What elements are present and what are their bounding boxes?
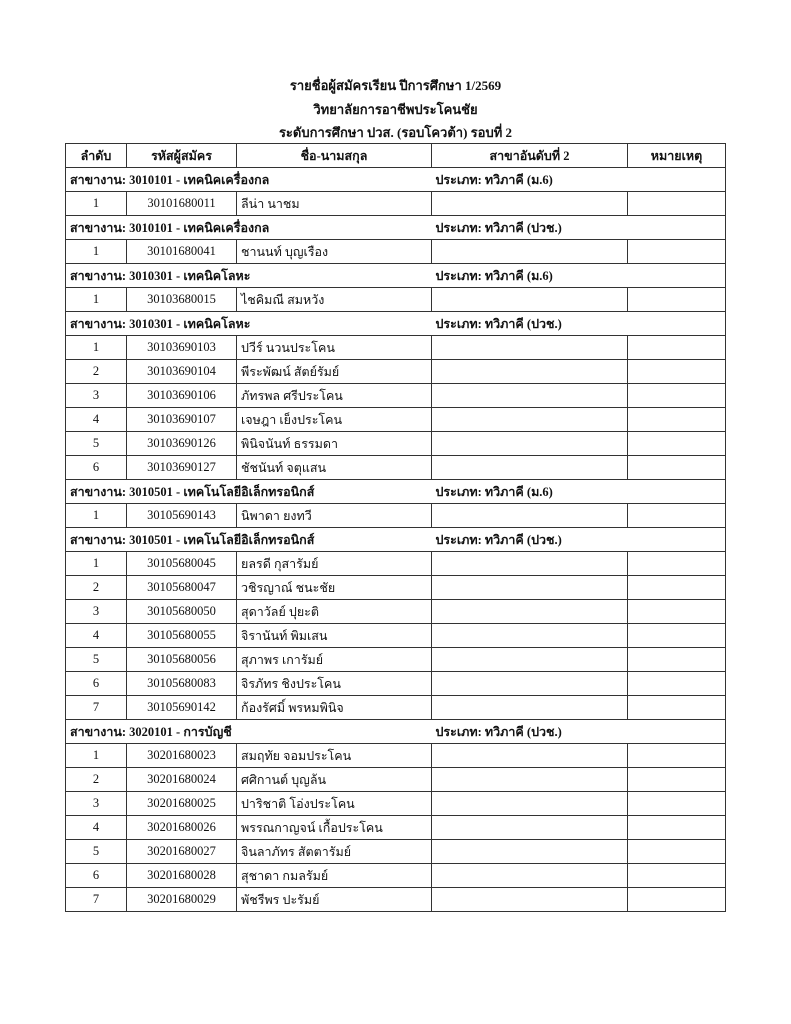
cell-second-choice (432, 456, 628, 480)
table-row (66, 504, 726, 528)
cell-no: 7 (66, 888, 127, 912)
type-label: ประเภท: ทวิภาคี (ม.6) (432, 264, 726, 288)
cell-no: 1 (66, 288, 127, 312)
table-row (66, 672, 726, 696)
cell-note (628, 624, 726, 648)
cell-note (628, 552, 726, 576)
cell-full-name: ชัชนันท์ จตุแสน (237, 456, 432, 480)
type-label: ประเภท: ทวิภาคี (ม.6) (432, 480, 726, 504)
cell-second-choice (432, 624, 628, 648)
table-row (66, 744, 726, 768)
table-row (66, 192, 726, 216)
cell-note (628, 840, 726, 864)
cell-note (628, 288, 726, 312)
group-header-row (66, 528, 726, 552)
table-row (66, 552, 726, 576)
cell-full-name: พรรณกาญจน์ เกื้อประโคน (237, 816, 432, 840)
group-header-row (66, 168, 726, 192)
cell-no: 1 (66, 744, 127, 768)
table-row (66, 840, 726, 864)
cell-full-name: ก้องรัศมิ์ พรหมพินิจ (237, 696, 432, 720)
cell-second-choice (432, 792, 628, 816)
cell-full-name: จิรานันท์ พิมเสน (237, 624, 432, 648)
type-label: ประเภท: ทวิภาคี (ปวช.) (432, 720, 726, 744)
cell-note (628, 192, 726, 216)
table-row (66, 576, 726, 600)
branch-label: สาขางาน: 3010301 - เทคนิคโลหะ (66, 264, 432, 288)
cell-applicant-id: 30201680028 (127, 864, 237, 888)
cell-note (628, 768, 726, 792)
cell-second-choice (432, 816, 628, 840)
table-row (66, 384, 726, 408)
cell-second-choice (432, 192, 628, 216)
cell-full-name: พีระพัฒน์ สัตย์รัมย์ (237, 360, 432, 384)
branch-label: สาขางาน: 3010101 - เทคนิคเครื่องกล (66, 168, 432, 192)
cell-applicant-id: 30105690143 (127, 504, 237, 528)
cell-applicant-id: 30201680025 (127, 792, 237, 816)
cell-applicant-id: 30105680083 (127, 672, 237, 696)
cell-note (628, 888, 726, 912)
col-header-id: รหัสผู้สมัคร (127, 144, 237, 168)
cell-applicant-id: 30201680023 (127, 744, 237, 768)
table-row (66, 456, 726, 480)
cell-note (628, 360, 726, 384)
cell-applicant-id: 30103690126 (127, 432, 237, 456)
cell-no: 5 (66, 840, 127, 864)
table-row (66, 696, 726, 720)
cell-full-name: จิรภัทร ชิงประโคน (237, 672, 432, 696)
group-header-row (66, 264, 726, 288)
cell-note (628, 696, 726, 720)
cell-full-name: ไชคิมณี สมหวัง (237, 288, 432, 312)
cell-no: 3 (66, 792, 127, 816)
cell-full-name: นิพาดา ยงทวี (237, 504, 432, 528)
cell-full-name: สุภาพร เการัมย์ (237, 648, 432, 672)
cell-full-name: สุชาดา กมลรัมย์ (237, 864, 432, 888)
table-row (66, 600, 726, 624)
cell-full-name: ลีน่า นาชม (237, 192, 432, 216)
branch-label: สาขางาน: 3010101 - เทคนิคเครื่องกล (66, 216, 432, 240)
cell-applicant-id: 30105680056 (127, 648, 237, 672)
cell-second-choice (432, 696, 628, 720)
cell-no: 5 (66, 648, 127, 672)
table-row (66, 360, 726, 384)
branch-label: สาขางาน: 3010501 - เทคโนโลยีอิเล็กทรอนิกส์ (66, 528, 432, 552)
cell-applicant-id: 30103680015 (127, 288, 237, 312)
cell-full-name: พินิจนันท์ ธรรมดา (237, 432, 432, 456)
cell-note (628, 576, 726, 600)
cell-applicant-id: 30103690103 (127, 336, 237, 360)
cell-full-name: วชิรญาณ์ ชนะชัย (237, 576, 432, 600)
cell-second-choice (432, 768, 628, 792)
cell-applicant-id: 30201680027 (127, 840, 237, 864)
cell-no: 4 (66, 408, 127, 432)
table-row (66, 648, 726, 672)
type-label: ประเภท: ทวิภาคี (ปวช.) (432, 312, 726, 336)
cell-no: 1 (66, 240, 127, 264)
branch-label: สาขางาน: 3010301 - เทคนิคโลหะ (66, 312, 432, 336)
cell-note (628, 816, 726, 840)
cell-note (628, 648, 726, 672)
cell-full-name: พัชรีพร ปะรัมย์ (237, 888, 432, 912)
cell-no: 4 (66, 624, 127, 648)
cell-full-name: จินลาภัทร สัตตารัมย์ (237, 840, 432, 864)
cell-no: 2 (66, 360, 127, 384)
cell-note (628, 864, 726, 888)
cell-second-choice (432, 408, 628, 432)
cell-full-name: ภัทรพล ศรีประโคน (237, 384, 432, 408)
type-label: ประเภท: ทวิภาคี (ปวช.) (432, 528, 726, 552)
cell-applicant-id: 30201680026 (127, 816, 237, 840)
cell-second-choice (432, 840, 628, 864)
cell-no: 2 (66, 576, 127, 600)
table-row (66, 432, 726, 456)
table-row (66, 792, 726, 816)
col-header-note: หมายเหตุ (628, 144, 726, 168)
cell-second-choice (432, 360, 628, 384)
cell-applicant-id: 30101680011 (127, 192, 237, 216)
cell-second-choice (432, 888, 628, 912)
table-row (66, 288, 726, 312)
table-row (66, 864, 726, 888)
cell-full-name: สุดาวัลย์ ปุยะติ (237, 600, 432, 624)
branch-label: สาขางาน: 3010501 - เทคโนโลยีอิเล็กทรอนิกส์ (66, 480, 432, 504)
table-row (66, 624, 726, 648)
cell-note (628, 432, 726, 456)
type-label: ประเภท: ทวิภาคี (ม.6) (432, 168, 726, 192)
cell-applicant-id: 30103690106 (127, 384, 237, 408)
cell-note (628, 792, 726, 816)
cell-full-name: ปวีร์ นวนประโคน (237, 336, 432, 360)
table-row (66, 240, 726, 264)
cell-note (628, 600, 726, 624)
cell-applicant-id: 30201680029 (127, 888, 237, 912)
cell-no: 6 (66, 864, 127, 888)
cell-no: 6 (66, 456, 127, 480)
branch-label: สาขางาน: 3020101 - การบัญชี (66, 720, 432, 744)
cell-second-choice (432, 504, 628, 528)
cell-full-name: ยลรดี กุสารัมย์ (237, 552, 432, 576)
cell-no: 6 (66, 672, 127, 696)
table-row (66, 816, 726, 840)
cell-note (628, 240, 726, 264)
cell-applicant-id: 30105680050 (127, 600, 237, 624)
cell-second-choice (432, 864, 628, 888)
cell-applicant-id: 30103690127 (127, 456, 237, 480)
cell-note (628, 744, 726, 768)
table-header-row (66, 144, 726, 168)
cell-note (628, 408, 726, 432)
cell-no: 1 (66, 192, 127, 216)
cell-second-choice (432, 240, 628, 264)
cell-second-choice (432, 672, 628, 696)
cell-full-name: เจษฎา เย็งประโคน (237, 408, 432, 432)
cell-applicant-id: 30101680041 (127, 240, 237, 264)
cell-applicant-id: 30105680055 (127, 624, 237, 648)
cell-no: 5 (66, 432, 127, 456)
cell-note (628, 672, 726, 696)
table-row (66, 408, 726, 432)
cell-note (628, 336, 726, 360)
cell-no: 1 (66, 504, 127, 528)
cell-second-choice (432, 288, 628, 312)
table-row (66, 888, 726, 912)
group-header-row (66, 312, 726, 336)
cell-full-name: สมฤทัย จอมประโคน (237, 744, 432, 768)
col-header-second-choice: สาขาอันดับที่ 2 (432, 144, 628, 168)
group-header-row (66, 720, 726, 744)
cell-no: 7 (66, 696, 127, 720)
title-line-2: วิทยาลัยการอาชีพประโคนชัย (313, 101, 478, 117)
cell-applicant-id: 30103690104 (127, 360, 237, 384)
cell-second-choice (432, 600, 628, 624)
cell-second-choice (432, 552, 628, 576)
cell-no: 1 (66, 552, 127, 576)
cell-second-choice (432, 432, 628, 456)
cell-second-choice (432, 744, 628, 768)
cell-no: 4 (66, 816, 127, 840)
type-label: ประเภท: ทวิภาคี (ปวช.) (432, 216, 726, 240)
cell-full-name: ปาริชาติ โอ่งประโคน (237, 792, 432, 816)
cell-no: 1 (66, 336, 127, 360)
title-line-1: รายชื่อผู้สมัครเรียน ปีการศึกษา 1/2569 (289, 78, 502, 93)
document-header (0, 74, 791, 145)
cell-second-choice (432, 576, 628, 600)
applicant-table (65, 143, 726, 912)
cell-second-choice (432, 384, 628, 408)
cell-note (628, 504, 726, 528)
col-header-name: ชื่อ-นามสกุล (237, 144, 432, 168)
cell-no: 2 (66, 768, 127, 792)
cell-applicant-id: 30105680047 (127, 576, 237, 600)
col-header-no: ลำดับ (66, 144, 127, 168)
cell-full-name: ศศิกานต์ บุญล้น (237, 768, 432, 792)
group-header-row (66, 480, 726, 504)
cell-applicant-id: 30105690142 (127, 696, 237, 720)
title-line-3: ระดับการศึกษา ปวส. (รอบโควต้า) รอบที่ 2 (278, 125, 513, 140)
group-header-row (66, 216, 726, 240)
table-row (66, 336, 726, 360)
cell-no: 3 (66, 600, 127, 624)
cell-note (628, 384, 726, 408)
cell-applicant-id: 30105680045 (127, 552, 237, 576)
cell-applicant-id: 30201680024 (127, 768, 237, 792)
cell-full-name: ชานนท์ บุญเรือง (237, 240, 432, 264)
cell-applicant-id: 30103690107 (127, 408, 237, 432)
cell-note (628, 456, 726, 480)
table-row (66, 768, 726, 792)
cell-second-choice (432, 336, 628, 360)
cell-no: 3 (66, 384, 127, 408)
cell-second-choice (432, 648, 628, 672)
